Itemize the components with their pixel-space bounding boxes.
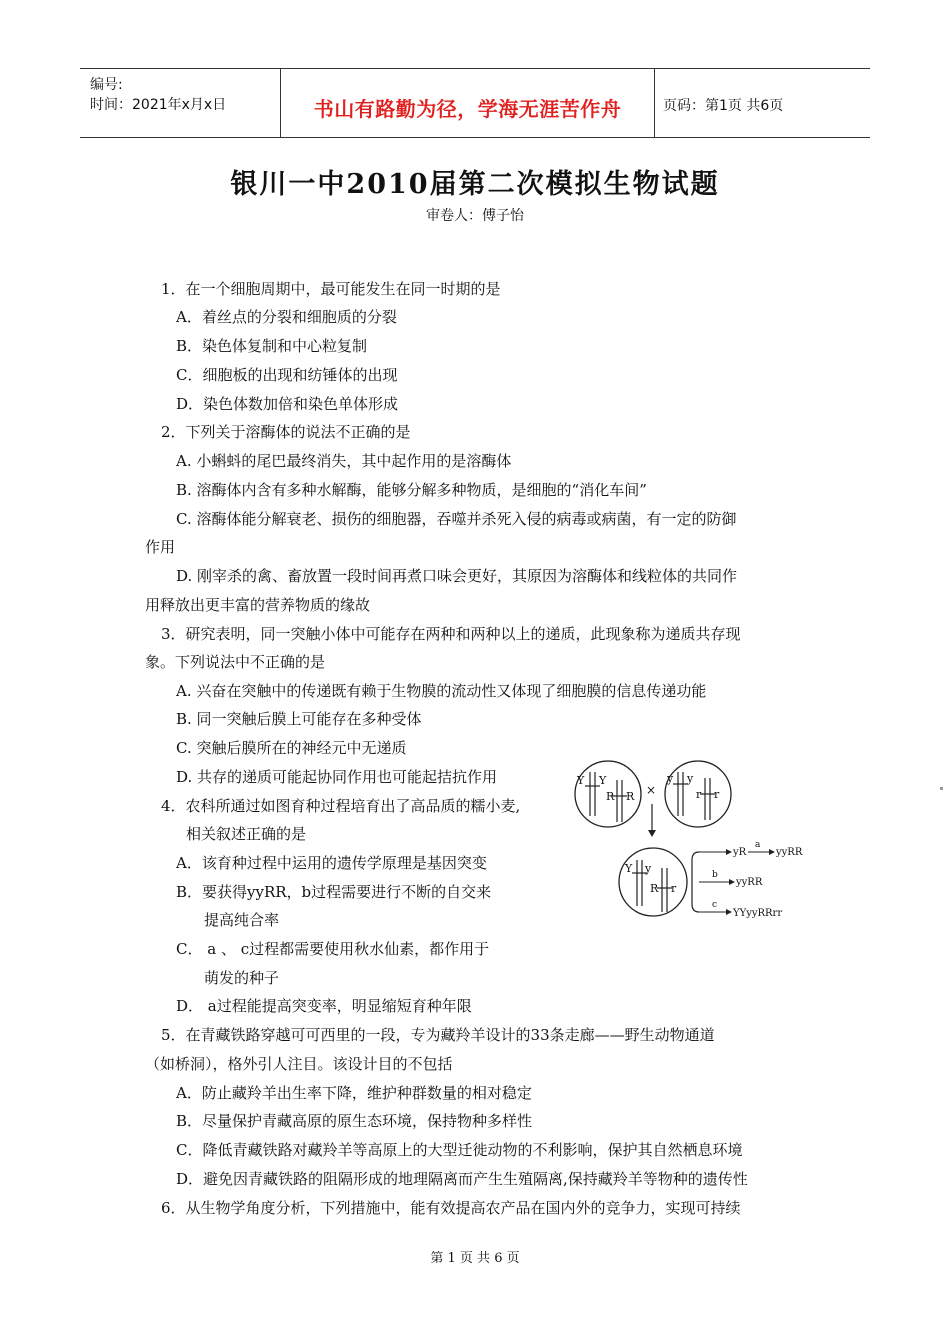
option-line: C． a 、 c过程都需要使用秋水仙素，都作用于 — [176, 940, 490, 958]
page-title: 银川一中2010届第二次模拟生物试题 — [230, 169, 720, 200]
option-line: B．要获得yyRR，b过程需要进行不断的自交来 — [176, 883, 492, 901]
gene-label: Y — [625, 862, 633, 875]
option-line-cont: 萌发的种子 — [204, 969, 280, 987]
question-4: 4．农科所通过如图育种过程培育出了高品质的糯小麦, — [161, 797, 521, 815]
header-motto-cell — [280, 69, 655, 137]
question-5: 5．在青藏铁路穿越可可西里的一段，专为藏羚羊设计的33条走廊——野生动物通道 — [161, 1026, 715, 1044]
option-line: D. 刚宰杀的禽、畜放置一段时间再煮口味会更好，其原因为溶酶体和线粒体的共同作 — [176, 567, 738, 585]
gene-label: y — [645, 862, 652, 875]
question-3: 3．研究表明，同一突触小体中可能存在两种和两种以上的递质，此现象称为递质共存现 — [161, 625, 741, 643]
page-info: 页码：第1页 共6页 — [663, 98, 784, 114]
document-header — [80, 68, 870, 138]
time-label: 时间：2021年x月x日 — [90, 97, 227, 113]
gene-label: r — [696, 788, 702, 801]
arrow-down-icon — [648, 830, 656, 837]
gene-label: Y — [599, 774, 607, 787]
breeding-diagram — [568, 760, 818, 930]
option-line: B．染色体复制和中心粒复制 — [176, 337, 368, 355]
question-2: 2．下列关于溶酶体的说法不正确的是 — [161, 423, 411, 441]
gene-label: R — [626, 790, 635, 803]
page-footer: 第 1 页 共 6 页 — [430, 1251, 520, 1266]
option-line: A．防止藏羚羊出生率下降，维护种群数量的相对稳定 — [176, 1084, 532, 1102]
gene-label: Y — [577, 774, 585, 787]
question-5-cont: （如桥洞），格外引人注目。该设计目的不包括 — [145, 1055, 453, 1073]
serial-label: 编号: — [90, 77, 123, 93]
option-line: A．着丝点的分裂和细胞质的分裂 — [176, 308, 397, 326]
header-meta — [80, 69, 280, 137]
question-3-cont: 象。下列说法中不正确的是 — [145, 653, 326, 671]
gene-label: y — [687, 772, 694, 785]
reviewer: 审卷人：傅子怡 — [426, 208, 524, 224]
arrow-right-icon — [726, 849, 732, 855]
arrow-right-icon — [729, 879, 735, 885]
gene-label: R — [650, 882, 659, 895]
question-6: 6．从生物学角度分析，下列措施中，能有效提高农产品在国内外的竞争力，实现可持续 — [161, 1199, 741, 1217]
option-line: A. 兴奋在突触中的传递既有赖于生物膜的流动性又体现了细胞膜的信息传递功能 — [176, 682, 707, 700]
option-line-cont: 用释放出更丰富的营养物质的缘故 — [145, 596, 371, 614]
option-line: D．染色体数加倍和染色单体形成 — [176, 395, 399, 413]
option-line: D． a过程能提高突变率，明显缩短育种年限 — [176, 997, 472, 1015]
option-line: B．尽量保护青藏高原的原生态环境，保持物种多样性 — [176, 1112, 533, 1130]
option-line: D. 共存的递质可能起协同作用也可能起拮抗作用 — [176, 768, 498, 786]
option-line: C．细胞板的出现和纺锤体的出现 — [176, 366, 398, 384]
arrow-right-icon — [726, 909, 732, 915]
gene-label: R — [606, 790, 615, 803]
route-c-label: c — [712, 900, 718, 910]
option-line: B. 溶酶体内含有多种水解酶，能够分解多种物质，是细胞的“消化车间” — [176, 481, 647, 499]
option-line-cont: 提高纯合率 — [204, 911, 280, 929]
arrow-right-icon — [769, 849, 775, 855]
route-c-end: YYyyRRrr — [733, 908, 783, 919]
motto: 书山有路勤为径，学海无涯苦作舟 — [313, 97, 622, 121]
option-line: D．避免因青藏铁路的阻隔形成的地理隔离而产生生殖隔离,保持藏羚羊等物种的遗传性 — [176, 1170, 748, 1188]
option-line: A．该育种过程中运用的遗传学原理是基因突变 — [176, 854, 487, 872]
option-line: B. 同一突触后膜上可能存在多种受体 — [176, 710, 422, 728]
gene-label: y — [667, 772, 674, 785]
question-1: 1．在一个细胞周期中，最可能发生在同一时期的是 — [161, 280, 501, 298]
route-a-mid: yR — [733, 847, 747, 858]
gene-label: r — [671, 882, 677, 895]
option-line-cont: 作用 — [145, 538, 176, 556]
option-line: C．降低青藏铁路对藏羚羊等高原上的大型迁徙动物的不利影响，保护其自然栖息环境 — [176, 1141, 743, 1159]
option-line: A. 小蝌蚪的尾巴最终消失，其中起作用的是溶酶体 — [176, 452, 512, 470]
option-line: C. 溶酶体能分解衰老、损伤的细胞器，吞噬并杀死入侵的病毒或病菌，有一定的防御 — [176, 510, 737, 528]
question-4-cont: 相关叙述正确的是 — [186, 825, 307, 843]
route-a-end: yyRR — [776, 847, 803, 858]
route-a-label: a — [755, 840, 761, 850]
route-b-label: b — [712, 870, 718, 880]
route-b-end: yyRR — [736, 877, 763, 888]
stray-mark — [940, 787, 943, 790]
option-line: C. 突触后膜所在的神经元中无递质 — [176, 739, 407, 757]
gene-label: r — [714, 788, 720, 801]
cross-symbol: × — [646, 783, 657, 797]
